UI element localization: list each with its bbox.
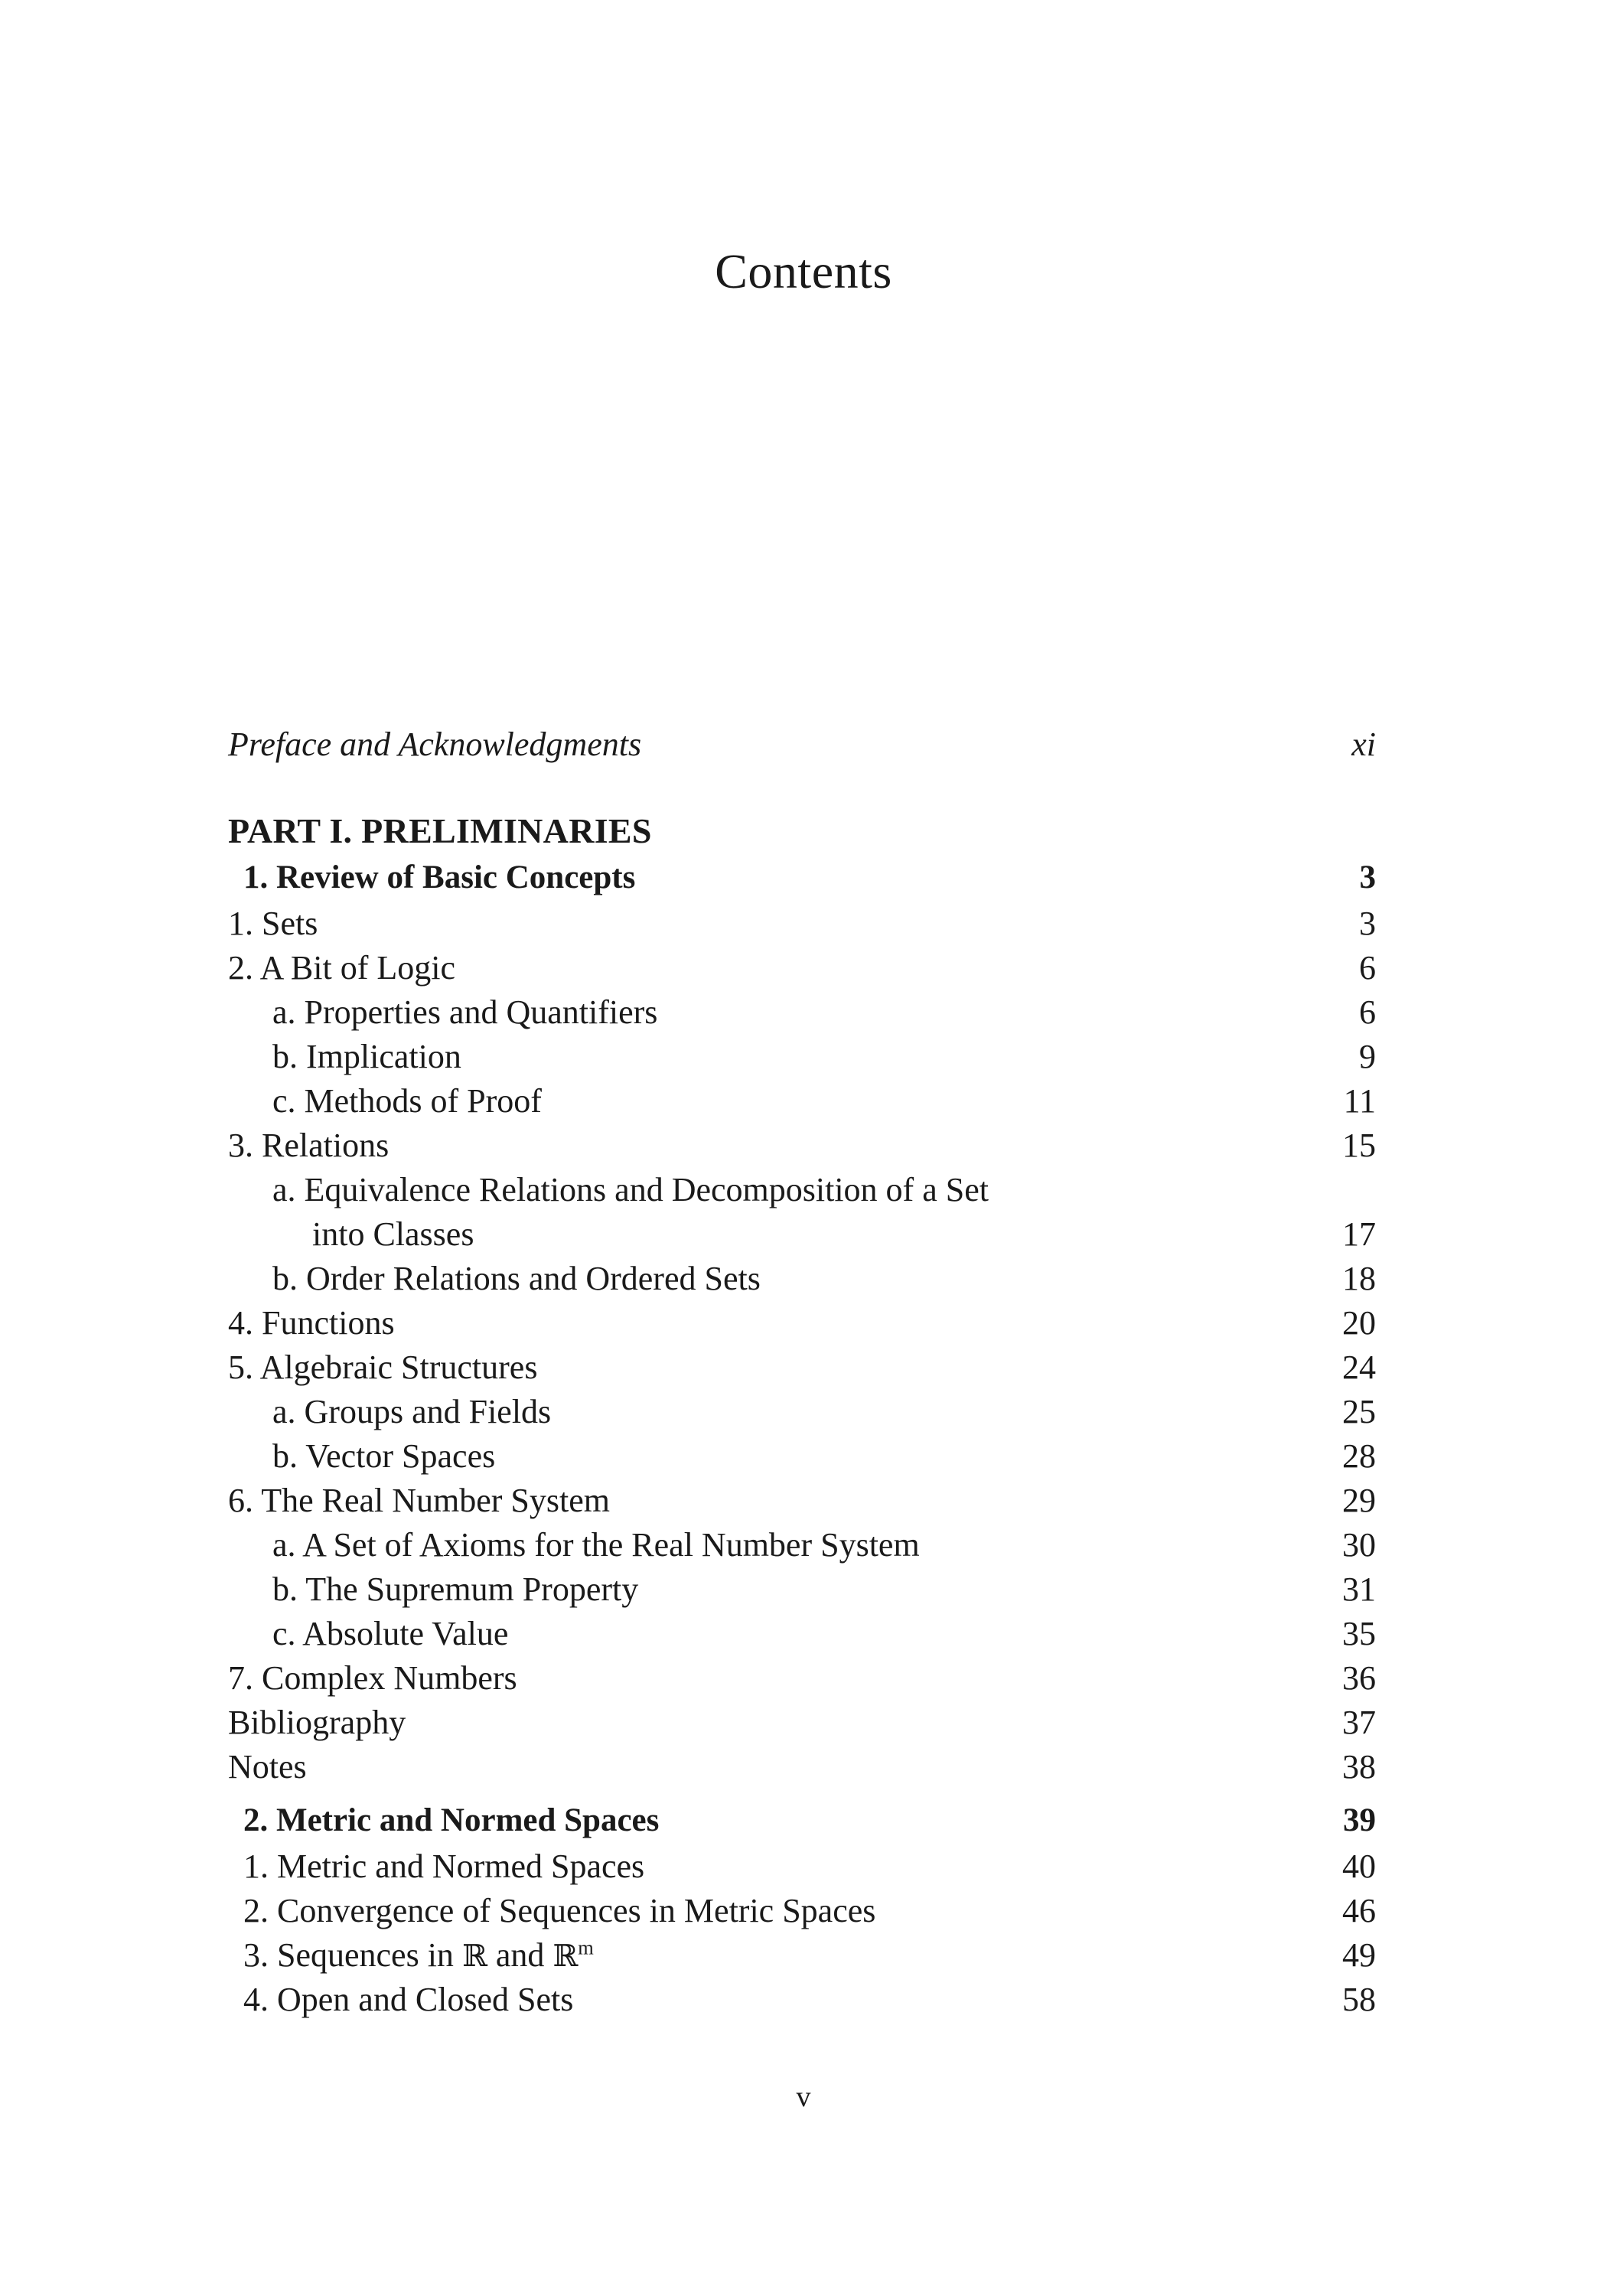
toc-entry-notes[interactable] <box>228 1745 1376 1789</box>
toc-entry-preface[interactable] <box>228 722 1376 767</box>
toc-entry-page: 46 <box>1342 1892 1376 1929</box>
toc-entry-label: 2. Convergence of Sequences in Metric Spaces <box>243 1892 876 1929</box>
toc-entry-text: 3. Sequences in <box>243 1936 454 1974</box>
toc-entry[interactable] <box>228 1479 1376 1523</box>
toc-entry[interactable] <box>228 1844 1376 1889</box>
toc-entry-label: 4. Open and Closed Sets <box>243 1981 574 2018</box>
toc-entry-label: b. The Supremum Property <box>272 1570 639 1608</box>
chapter-label: 1. Review of Basic Concepts <box>243 859 636 895</box>
toc-entry[interactable] <box>228 1390 1376 1434</box>
page-title: Contents <box>715 244 892 298</box>
toc-entry-page: 25 <box>1342 1393 1376 1430</box>
page-number: v <box>796 2081 811 2113</box>
chapter-heading-2[interactable] <box>228 1797 1376 1844</box>
toc-entry-label <box>243 1936 594 1974</box>
superscript-m: m <box>578 1936 594 1959</box>
toc-entry-bibliography[interactable] <box>228 1701 1376 1745</box>
toc-entry-page: 29 <box>1342 1482 1376 1519</box>
toc-entry[interactable] <box>228 1345 1376 1390</box>
toc-entry-page: 18 <box>1342 1260 1376 1297</box>
toc-entry-label: Bibliography <box>228 1704 406 1741</box>
toc-entry-page: 35 <box>1342 1615 1376 1652</box>
toc-entry[interactable] <box>228 1301 1376 1345</box>
toc-entry[interactable] <box>228 1168 1376 1212</box>
toc-entry-label: 1. Metric and Normed Spaces <box>243 1848 645 1885</box>
toc-entry[interactable] <box>228 1889 1376 1933</box>
toc-entry-page: 36 <box>1342 1659 1376 1697</box>
toc-entry-label: 2. A Bit of Logic <box>228 949 455 987</box>
table-of-contents <box>228 722 1376 2022</box>
toc-entry-label: into Classes <box>312 1215 474 1253</box>
toc-entry-label: a. Groups and Fields <box>272 1393 552 1430</box>
toc-entry-label: a. Properties and Quantifiers <box>272 993 658 1031</box>
toc-entry-label: 4. Functions <box>228 1304 395 1342</box>
toc-entry-page: 28 <box>1342 1437 1376 1475</box>
toc-entry[interactable] <box>228 1124 1376 1168</box>
toc-entry-label: 5. Algebraic Structures <box>228 1349 538 1386</box>
toc-entry[interactable] <box>228 1978 1376 2022</box>
toc-entry-continuation[interactable] <box>228 1212 1376 1257</box>
toc-entry-page: 6 <box>1359 949 1376 987</box>
toc-entry-page: 9 <box>1359 1038 1376 1075</box>
toc-entry-page: 30 <box>1342 1526 1376 1564</box>
toc-entry[interactable] <box>228 1567 1376 1612</box>
toc-entry-page: xi <box>1351 726 1376 763</box>
toc-entry-page: 11 <box>1343 1082 1376 1120</box>
toc-entry[interactable] <box>228 946 1376 990</box>
toc-entry[interactable] <box>228 990 1376 1035</box>
toc-entry[interactable] <box>228 1035 1376 1079</box>
toc-entry-label: Notes <box>228 1748 307 1786</box>
toc-entry[interactable] <box>228 1434 1376 1479</box>
toc-entry-label: Preface and Acknowledgments <box>228 726 642 763</box>
real-numbers-symbol: ℝ <box>461 1939 487 1974</box>
toc-entry-label: c. Absolute Value <box>272 1615 509 1652</box>
toc-entry-page: 49 <box>1342 1936 1376 1974</box>
toc-entry[interactable] <box>228 1656 1376 1701</box>
toc-entry-label: 3. Relations <box>228 1127 390 1164</box>
toc-entry[interactable] <box>228 1933 1376 1978</box>
toc-entry-page: 58 <box>1342 1981 1376 2018</box>
chapter-page: 39 <box>1343 1802 1376 1838</box>
toc-entry-page: 20 <box>1342 1304 1376 1342</box>
toc-entry-page: 31 <box>1342 1570 1376 1608</box>
toc-entry-label: 7. Complex Numbers <box>228 1659 517 1697</box>
toc-entry-text-and: and <box>495 1936 545 1974</box>
toc-entry-label: a. A Set of Axioms for the Real Number System <box>272 1526 920 1564</box>
toc-entry-page: 3 <box>1359 905 1376 942</box>
toc-entry[interactable] <box>228 1079 1376 1124</box>
toc-entry-label: b. Order Relations and Ordered Sets <box>272 1260 761 1297</box>
toc-entry-page: 40 <box>1342 1848 1376 1885</box>
toc-entry-label: b. Implication <box>272 1038 461 1075</box>
part-heading-label: PART I. PRELIMINARIES <box>228 811 652 850</box>
toc-entry-page: 15 <box>1342 1127 1376 1164</box>
toc-entry-page: 24 <box>1342 1349 1376 1386</box>
toc-entry-page: 38 <box>1342 1748 1376 1786</box>
toc-entry-page: 6 <box>1359 993 1376 1031</box>
chapter-label: 2. Metric and Normed Spaces <box>243 1802 660 1838</box>
toc-entry-label: a. Equivalence Relations and Decomposition of a Set <box>272 1171 989 1208</box>
toc-entry[interactable] <box>228 1257 1376 1301</box>
real-numbers-symbol: ℝ <box>553 1939 579 1974</box>
chapter-page: 3 <box>1359 859 1376 895</box>
toc-entry-label: b. Vector Spaces <box>272 1437 496 1475</box>
toc-entry[interactable] <box>228 1523 1376 1567</box>
chapter-heading-1[interactable] <box>228 854 1376 902</box>
toc-entry-label: 1. Sets <box>228 905 318 942</box>
toc-entry-label: c. Methods of Proof <box>272 1082 542 1120</box>
toc-entry-page: 17 <box>1342 1215 1376 1253</box>
part-heading <box>228 808 1376 854</box>
toc-entry-page: 37 <box>1342 1704 1376 1741</box>
toc-entry[interactable] <box>228 902 1376 946</box>
toc-entry-label: 6. The Real Number System <box>228 1482 610 1519</box>
toc-entry[interactable] <box>228 1612 1376 1656</box>
